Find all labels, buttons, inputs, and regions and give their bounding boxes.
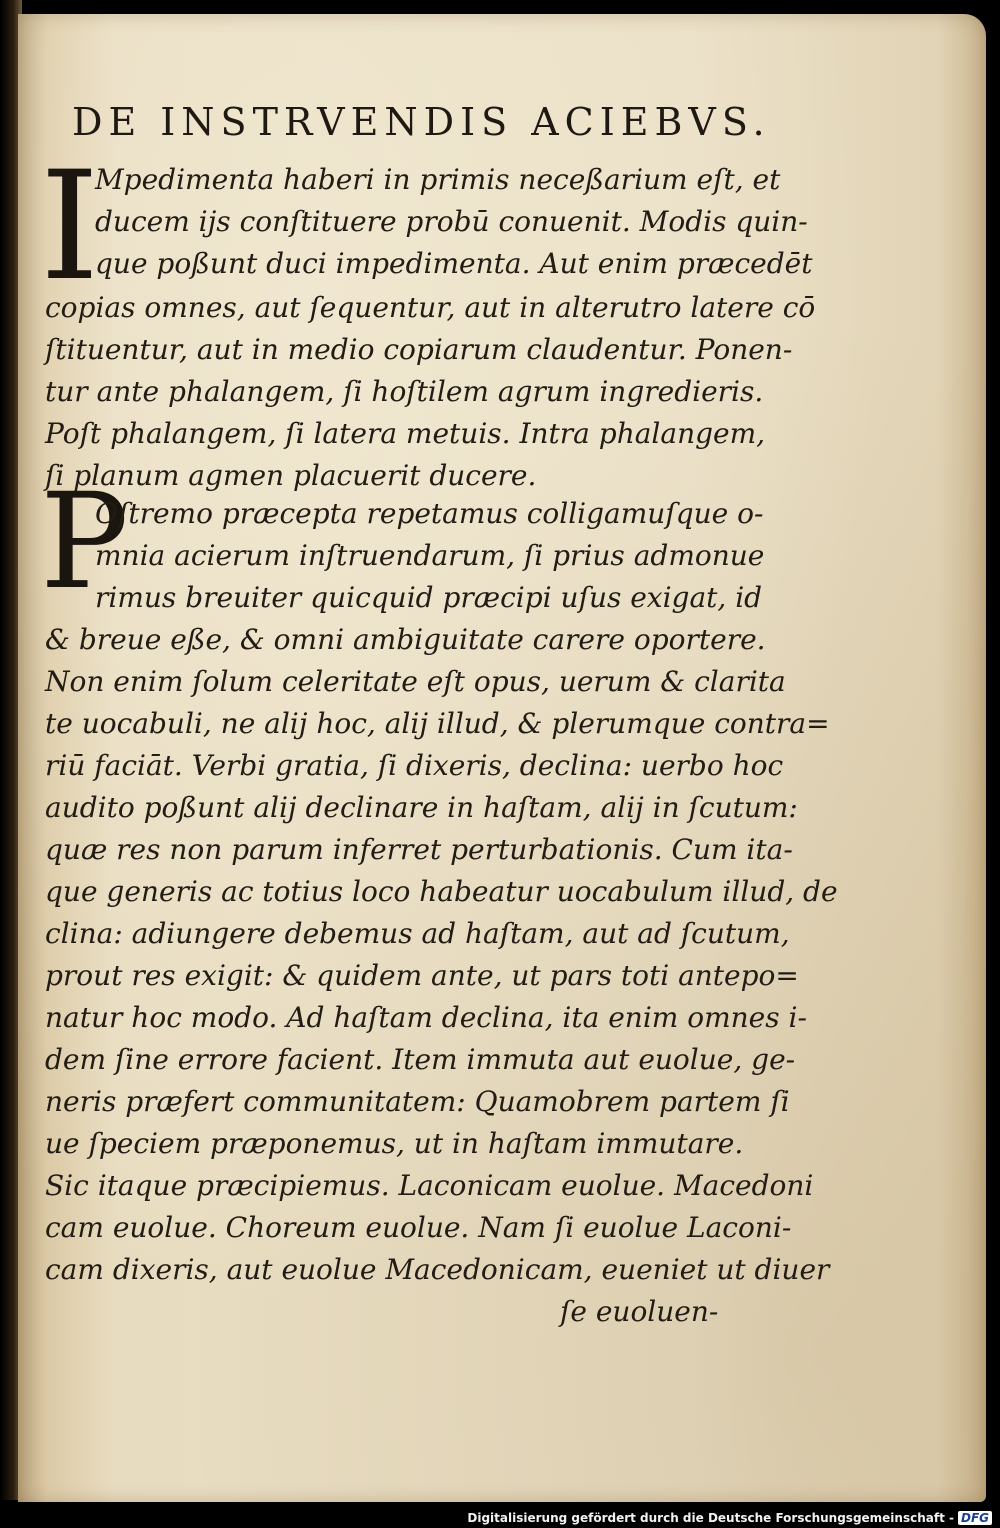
text-line: que generis ac totius loco habeatur uocabulum illud, de <box>45 875 838 908</box>
text-line: mnia acierum inſtruendarum, ſi prius admonue <box>95 539 765 572</box>
text-line: Poſt phalangem, ſi latera metuis. Intra phalangem, <box>45 417 766 450</box>
text-line: ſi planum agmen placuerit ducere. <box>45 459 537 492</box>
text-line: neris præfert communitatem: Quamobrem partem ſi <box>45 1085 790 1118</box>
text-line: Oſtremo præcepta repetamus colligamuſque o- <box>95 497 764 530</box>
text-line: natur hoc modo. Ad haſtam declina, ita enim omnes i- <box>45 1001 807 1034</box>
text-line: & breue eße, & omni ambiguitate carere oportere. <box>45 623 766 656</box>
text-line: Mpedimenta haberi in primis neceßarium eſt, et <box>95 163 781 196</box>
text-line: prout res exigit: & quidem ante, ut pars toti antepo= <box>45 959 799 992</box>
text-line: ducem iјs conſtituere probū conuenit. Modis quin- <box>95 205 808 238</box>
text-line: que poßunt duci impedimenta. Aut enim præcedēt <box>95 247 813 280</box>
text-line: quæ res non parum inferret perturbationis. Cum ita- <box>45 833 793 866</box>
drop-cap-initial: I <box>40 140 100 314</box>
text-line: Sic itaque præcipiemus. Laconicam euolue. Macedoni <box>45 1169 814 1202</box>
text-line: ſtituentur, aut in medio copiarum claudentur. Ponen- <box>45 333 793 366</box>
text-line: copias omnes, aut ſequentur, aut in alterutro latere cō <box>45 291 816 324</box>
text-line: riū faciāt. Verbi gratia, ſi dixeris, declina: uerbo hoc <box>45 749 784 782</box>
text-line: cam euolue. Choreum euolue. Nam ſi euolue Laconi- <box>45 1211 792 1244</box>
text-line: te uocabuli, ne alij hoc, alij illud, & plerumque contra= <box>45 707 830 740</box>
text-line: cam dixeris, aut euolue Macedonicam, eueniet ut diuer <box>45 1253 830 1286</box>
text-line: clina: adiungere debemus ad haſtam, aut ad ſcutum, <box>45 917 790 950</box>
dfg-logo: DFG <box>958 1511 992 1525</box>
digitization-credit <box>467 1511 992 1525</box>
text-line: tur ante phalangem, ſi hoſtilem agrum ingredieris. <box>45 375 764 408</box>
text-line: rimus breuiter quicquid præcipi uſus exigat, id <box>95 581 763 614</box>
text-line: dem ſine errore facient. Item immuta aut euolue, ge- <box>45 1043 796 1076</box>
running-head: DE INSTRVENDIS ACIEBVS. <box>72 100 771 144</box>
credit-text: Digitalisierung gefördert durch die Deutsche Forschungsgemeinschaft - <box>467 1511 954 1525</box>
catchword-line: ſe euoluen- <box>560 1295 719 1328</box>
drop-cap-initial: P <box>40 465 129 619</box>
text-line: audito poßunt alij declinare in haſtam, alij in ſcutum: <box>45 791 798 824</box>
text-line: ue ſpeciem præponemus, ut in haſtam immutare. <box>45 1127 744 1160</box>
text-line: Non enim ſolum celeritate eſt opus, uerum & clarita <box>45 665 786 698</box>
